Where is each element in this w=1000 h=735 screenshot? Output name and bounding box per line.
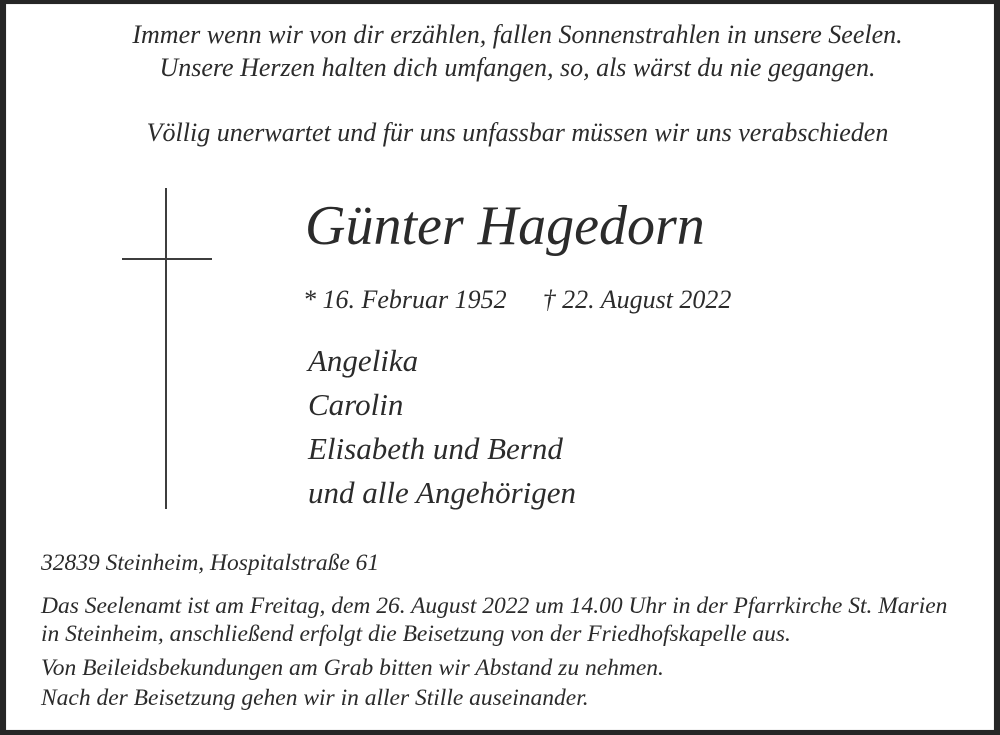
- mourner-line-1: Angelika: [308, 343, 419, 378]
- service-line-1: Das Seelenamt ist am Freitag, dem 26. August 2022 um 14.00 Uhr in der Pfarrkirche St. Marien: [41, 593, 948, 619]
- mourners-list: [308, 339, 576, 515]
- death-date: † 22. August 2022: [542, 285, 732, 314]
- quote-line-2: Unsere Herzen halten dich umfangen, so, als wärst du nie gegangen.: [159, 53, 876, 82]
- service-line-2: in Steinheim, anschließend erfolgt die Beisetzung von der Friedhofskapelle aus.: [41, 621, 791, 647]
- mourner-line-3: Elisabeth und Bernd: [308, 431, 563, 466]
- memorial-quote: [6, 18, 994, 84]
- condolence-note: Von Beileidsbekundungen am Grab bitten wir Abstand zu nehmen.: [41, 655, 664, 681]
- mourner-line-2: Carolin: [308, 387, 404, 422]
- address-line: 32839 Steinheim, Hospitalstraße 61: [41, 550, 380, 576]
- birth-date: * 16. Februar 1952: [303, 285, 507, 314]
- quote-line-1: Immer wenn wir von dir erzählen, fallen Sonnenstrahlen in unsere Seelen.: [132, 20, 903, 49]
- life-dates: [303, 285, 731, 315]
- cross-vertical-bar: [165, 188, 167, 509]
- intro-line: Völlig unerwartet und für uns unfassbar müssen wir uns verabschieden: [146, 118, 889, 147]
- service-details: [41, 592, 947, 648]
- mourner-line-4: und alle Angehörigen: [308, 475, 577, 510]
- deceased-name: Günter Hagedorn: [305, 195, 705, 257]
- closing-note: Nach der Beisetzung gehen wir in aller Stille auseinander.: [41, 685, 589, 711]
- cross-horizontal-bar: [122, 258, 212, 260]
